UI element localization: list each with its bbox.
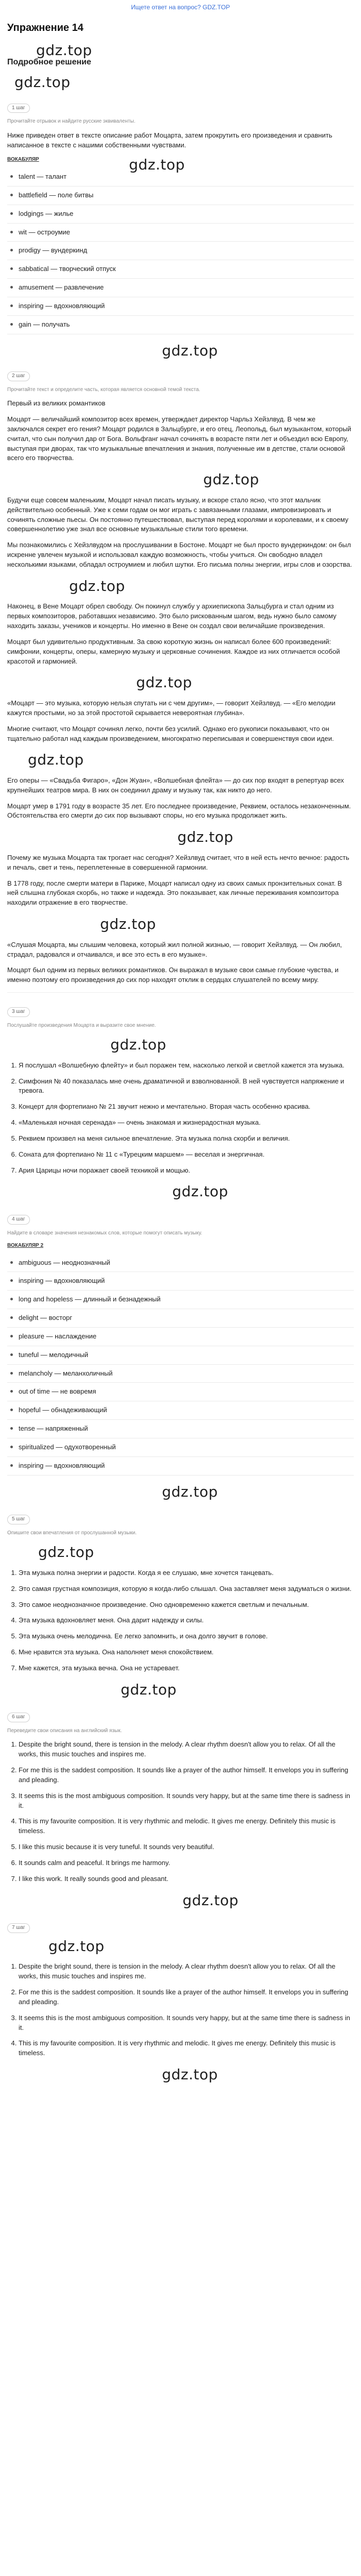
- opinion-item: 4. «Маленькая ночная серенада» — очень знакомая и жизнерадостная музыка.: [19, 1118, 354, 1128]
- article-paragraph: Почему же музыка Моцарта так трогает нас сегодня? Хейзлвуд считает, что в ней есть нечто вечное: радость и печаль, свет и тень, переплетенные в совершенной гармонии.: [7, 853, 350, 871]
- watermark: gdz.top: [121, 1681, 177, 1698]
- opinion-item: 7. Ария Царицы ночи поражает своей техникой и мощью.: [19, 1166, 354, 1176]
- step-note: Переведите свои описания на английский язык.: [7, 1727, 122, 1734]
- watermark: gdz.top: [183, 1891, 239, 1909]
- impression-item: 1. Despite the bright sound, there is tension in the melody. A clear rhythm doesn't allow you to relax. Of all the works, this music touches and inspires me.: [19, 1740, 354, 1759]
- vocab-item: melancholy — меланхоличный: [7, 1365, 354, 1383]
- impression-item: 4. Эта музыка вдохновляет меня. Она дарит надежду и силы.: [19, 1616, 354, 1625]
- vocab-item: inspiring — вдохновляющий: [7, 297, 354, 316]
- watermark: gdz.top: [28, 751, 84, 769]
- impression-item: 4. This is my favourite composition. It is very rhythmic and melodic. It gives me energy. Definitely this music is timeless.: [19, 2039, 354, 2058]
- step-badge: 3 шаг: [7, 1007, 30, 1017]
- vocab-item: delight — восторг: [7, 1309, 354, 1328]
- step-badge: 7 шаг: [7, 1923, 30, 1933]
- impression-item: 3. Это самое неоднозначное произведение. Оно одновременно кажется светлым и печальным.: [19, 1600, 354, 1610]
- watermark: gdz.top: [48, 1937, 105, 1955]
- opinion-item: 3. Концерт для фортепиано № 21 звучит нежно и мечтательно. Вторая часть особенно красива.: [19, 1102, 354, 1112]
- article-paragraph: В 1778 году, после смерти матери в Париже, Моцарт написал одну из своих самых пронзительных сонат. В ней слышна глубокая скорбь, но также и надежда. Это показывает, как личные переживания композитора находили отражение в его творчестве.: [7, 879, 342, 907]
- impression-item: 6. It sounds calm and peaceful. It brings me harmony.: [19, 1858, 354, 1868]
- opinion-item: 5. Реквием произвел на меня сильное впечатление. Эта музыка полна скорби и величия.: [19, 1134, 354, 1144]
- article-paragraph: «Моцарт — это музыка, которую нельзя спутать ни с чем другим», — говорит Хейзлвуд. — «Его мелодии кажутся простыми, но за этой простотой скрывается невероятная глубина».: [7, 699, 336, 717]
- watermark: gdz.top: [36, 42, 92, 59]
- article-lead: Первый из великих романтиков: [7, 399, 106, 408]
- watermark: gdz.top: [172, 1183, 228, 1200]
- top-banner-link[interactable]: Ищете ответ на вопрос? GDZ.TOP: [131, 4, 230, 11]
- opinion-item: 1. Я послушал «Волшебную флейту» и был поражен тем, насколько легкой и светлой кажется эта музыка.: [19, 1061, 354, 1071]
- intro-paragraph: Ниже приведен ответ в тексте описание работ Моцарта, затем прокрутить его произведения и сравнить написанное в тексте с нашими собственными чувствами.: [7, 131, 333, 149]
- vocab-item: spiritualized — одухотворенный: [7, 1438, 354, 1457]
- vocab-item: pleasure — наслаждение: [7, 1328, 354, 1346]
- opinion-list: [7, 1061, 354, 1176]
- vocab-item: sabbatical — творческий отпуск: [7, 260, 354, 279]
- vocab-item: hopeful — обнадеживающий: [7, 1401, 354, 1420]
- watermark: gdz.top: [162, 1483, 218, 1500]
- step-badge: 2 шаг: [7, 371, 30, 381]
- solution-heading: Подробное решение: [7, 58, 91, 66]
- impression-item: 1. Despite the bright sound, there is tension in the melody. A clear rhythm doesn't allow you to relax. Of all the works, this music touches and inspires me.: [19, 1962, 354, 1981]
- impression-item: 7. Мне кажется, эта музыка вечна. Она не устаревает.: [19, 1664, 354, 1673]
- article-paragraph: Будучи еще совсем маленьким, Моцарт начал писать музыку, и вскоре стало ясно, что этот мальчик действительно особенный. Уже к семи годам он мог играть с завязанными глазами, импровизировать и сочинять сложные пьесы. Он постоянно путешествовал, выступая перед королями и королевами, и к своему совершеннолетию уже знал все основные музыкальные стили того времени.: [7, 496, 349, 533]
- watermark: gdz.top: [162, 2066, 218, 2083]
- impression-item: 1. Эта музыка полна энергии и радости. Когда я ее слушаю, мне хочется танцевать.: [19, 1568, 354, 1578]
- vocab-item: wit — остроумие: [7, 224, 354, 242]
- vocab-label: ВОКАБУЛЯР: [7, 157, 39, 163]
- impression-item: 2. For me this is the saddest composition. It sounds like a prayer of the author himself. It envelops you in suffering and pleading.: [19, 1988, 354, 2007]
- watermark: gdz.top: [177, 828, 234, 846]
- vocab-item: tense — напряженный: [7, 1420, 354, 1438]
- opinion-item: 2. Симфония № 40 показалась мне очень драматичной и взволнованной. В ней чувствуется напряжение и тревога.: [19, 1077, 354, 1096]
- vocab-item: talent — талант: [7, 168, 354, 187]
- vocab-list: [7, 1254, 354, 1476]
- vocab-item: tuneful — мелодичный: [7, 1346, 354, 1365]
- watermark: gdz.top: [136, 674, 192, 691]
- article-paragraph: Моцарт был удивительно продуктивным. За свою короткую жизнь он написал более 600 произведений: симфонии, концерты, оперы, камерную музыку и церковные сочинения. Каждое из них отличается особой красотой и гармонией.: [7, 637, 340, 665]
- article-paragraph: Многие считают, что Моцарт сочинял легко, почти без усилий. Однако его рукописи показывают, что он тщательно работал над каждым произведением, многократно переписывая и совершенствуя свои идеи.: [7, 724, 334, 742]
- divider: [7, 992, 354, 993]
- article-paragraph: «Слушая Моцарта, мы слышим человека, который жил полной жизнью, — говорит Хейзлвуд. — Он любил, страдал, радовался и отчаивался, и все это есть в его музыке».: [7, 940, 342, 958]
- opinion-item: 6. Соната для фортепиано № 11 с «Турецким маршем» — веселая и энергичная.: [19, 1150, 354, 1160]
- impression-item: 4. This is my favourite composition. It is very rhythmic and melodic. It gives me energy. Definitely this music is timeless.: [19, 1817, 354, 1836]
- step-note: Послушайте произведения Моцарта и выразите свое мнение.: [7, 1022, 156, 1028]
- impression-item: 6. Мне нравится эта музыка. Она наполняет меня спокойствием.: [19, 1648, 354, 1657]
- impression-item: 3. It seems this is the most ambiguous composition. It sounds very happy, but at the same time there is sadness in it.: [19, 1791, 354, 1811]
- watermark: gdz.top: [162, 342, 218, 359]
- vocab-item: amusement — развлечение: [7, 279, 354, 297]
- article-paragraph: Моцарт — величайший композитор всех времен, утверждает директор Чарльз Хейзлвуд. В чем же заключался секрет его гения? Моцарт родился в Зальцбурге, и его отец, Леопольд, был музыкантом, который считал, что сын получил дар от Бога. Вольфганг начал сочинять в возрасте пяти лет и объездил всю Европу, выступая при дворах, так что музыкальные впечатления и знания, полученные им в детстве, стали основой всего его творчества.: [7, 415, 351, 462]
- article-paragraph: Наконец, в Вене Моцарт обрел свободу. Он покинул службу у архиепископа Зальцбурга и стал одним из первых композиторов, работавших независимо. Это было рискованным шагом, ведь нужно было самому находить заказы, учеников и концерты. Но именно в Вене он создал свои величайшие произведения.: [7, 602, 337, 630]
- vocab-item: inspiring — вдохновляющий: [7, 1457, 354, 1476]
- vocab-label: ВОКАБУЛЯР 2: [7, 1243, 44, 1249]
- impression-item: 2. Это самая грустная композиция, которую я когда-либо слышал. Она заставляет меня задуматься о жизни.: [19, 1584, 354, 1594]
- impression-item: 5. Эта музыка очень мелодична. Ее легко запомнить, и она долго звучит в голове.: [19, 1632, 354, 1641]
- impression-item: 2. For me this is the saddest composition. It sounds like a prayer of the author himself. It envelops you in suffering and pleading.: [19, 1766, 354, 1785]
- watermark: gdz.top: [38, 1544, 94, 1561]
- step-note: Прочитайте текст и определите часть, которая является основной темой текста.: [7, 386, 201, 393]
- impression-item: 3. It seems this is the most ambiguous composition. It sounds very happy, but at the same time there is sadness in it.: [19, 2013, 354, 2033]
- step-badge: 4 шаг: [7, 1215, 30, 1225]
- vocab-item: ambiguous — неоднозначный: [7, 1254, 354, 1273]
- impression-item: 5. I like this music because it is very tuneful. It sounds very beautiful.: [19, 1842, 354, 1852]
- step-note: Опишите свои впечатления от прослушанной музыки.: [7, 1530, 137, 1536]
- step-badge: 5 шаг: [7, 1515, 30, 1524]
- article-paragraph: Моцарт был одним из первых великих романтиков. Он выражал в музыке свои самые глубокие чувства, и именно поэтому его произведения до сих пор находят отклик в сердцах слушателей по всему миру.: [7, 966, 339, 984]
- vocab-item: out of time — не вовремя: [7, 1383, 354, 1401]
- article-paragraph: Мы познакомились с Хейзлвудом на прослушивании в Бостоне. Моцарт не был просто вундеркиндом: он был искренне увлечен музыкой и использовал каждую возможность, чтобы учиться. Он свободно владел несколькими языками, обладал остроумием и любил шутки. Его письма полны энергии, игры слов и озорства.: [7, 541, 352, 568]
- watermark: gdz.top: [203, 471, 259, 488]
- content-page: [0, 21, 361, 2576]
- watermark: gdz.top: [129, 156, 185, 173]
- watermark: gdz.top: [69, 577, 125, 595]
- vocab-item: prodigy — вундеркинд: [7, 242, 354, 260]
- impressions-ru-list: [7, 1568, 354, 1673]
- watermark: gdz.top: [14, 74, 71, 91]
- step-note: Найдите в словаре значения незнакомых слов, которые помогут описать музыку.: [7, 1230, 203, 1236]
- vocab-item: battlefield — поле битвы: [7, 187, 354, 205]
- vocab-item: lodgings — жилье: [7, 205, 354, 224]
- vocab-item: long and hopeless — длинный и безнадежный: [7, 1291, 354, 1309]
- step-badge: 6 шаг: [7, 1713, 30, 1722]
- impressions-en2-list: [7, 1962, 354, 2058]
- article-paragraph: Его оперы — «Свадьба Фигаро», «Дон Жуан», «Волшебная флейта» — до сих пор входят в репертуар всех крупнейших театров мира. В них он соединил драму и музыку так, как никто до него.: [7, 776, 344, 794]
- vocab-item: gain — получать: [7, 316, 354, 334]
- vocab-list: [7, 168, 354, 334]
- watermark: gdz.top: [110, 1036, 167, 1054]
- impression-item: 7. I like this work. It really sounds good and pleasant.: [19, 1874, 354, 1884]
- article-paragraph: Моцарт умер в 1791 году в возрасте 35 лет. Его последнее произведение, Реквием, осталось незаконченным. Обстоятельства его смерти до сих пор вызывают споры, но его музыка продолжает жить.: [7, 802, 351, 820]
- watermark: gdz.top: [100, 916, 156, 933]
- vocab-item: inspiring — вдохновляющий: [7, 1272, 354, 1291]
- page-title: Упражнение 14: [7, 22, 84, 33]
- step-badge: 1 шаг: [7, 104, 30, 113]
- step-note: Прочитайте отрывок и найдите русские эквиваленты.: [7, 118, 136, 125]
- impressions-en-list: [7, 1740, 354, 1884]
